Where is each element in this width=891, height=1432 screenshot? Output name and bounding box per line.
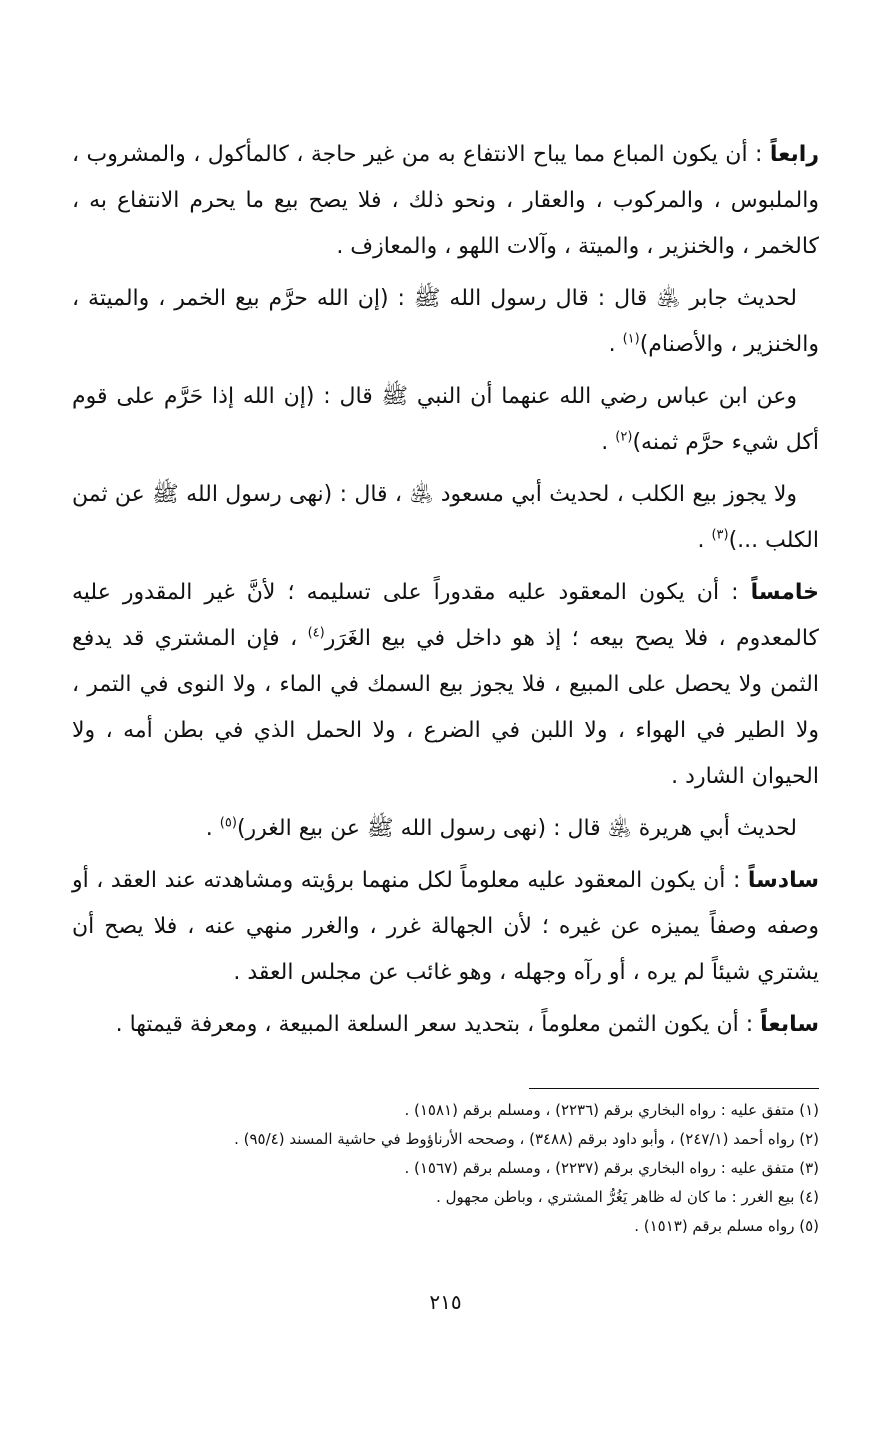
- paragraph-text: : أن يكون المعقود عليه مقدوراً على تسليمه ؛ لأنَّ غير المقدور عليه كالمعدوم ، فلا يصح بيعه ؛ إذ هو داخل في بيع الغَرَر: [72, 580, 819, 651]
- paragraph-text: : أن يكون الثمن معلوماً ، بتحديد سعر السلعة المبيعة ، ومعرفة قيمتها .: [115, 1012, 761, 1037]
- paragraph-khamisan: [72, 570, 819, 800]
- footnote-divider: [529, 1088, 819, 1089]
- paragraph-abu-hurayra: [72, 806, 819, 852]
- paragraph-sadisan: [72, 858, 819, 996]
- paragraph-ibn-abbas: [72, 374, 819, 466]
- paragraph-tail: .: [608, 332, 623, 357]
- paragraph-tail: .: [697, 528, 712, 553]
- paragraph-tail: .: [205, 816, 220, 841]
- page-number: ٢١٥: [429, 1290, 462, 1314]
- paragraph-lead: سادساً: [747, 868, 819, 893]
- paragraph-text: ولا يجوز بيع الكلب ، لحديث أبي مسعود ﵁ ، قال : (نهى رسول الله ﷺ عن ثمن الكلب ...): [72, 482, 819, 553]
- footnote-1: (١) متفق عليه : رواه البخاري برقم (٢٢٣٦) ، ومسلم برقم (١٥٨١) .: [404, 1101, 819, 1119]
- paragraph-text: لحديث جابر ﵁ قال : قال رسول الله ﷺ : (إن الله حرَّم بيع الخمر ، والميتة ، والخنزير ، والأصنام): [72, 286, 819, 357]
- paragraph-text: وعن ابن عباس رضي الله عنهما أن النبي ﷺ قال : (إن الله إذا حَرَّم على قوم أكل شيء حرَّم ثمنه): [72, 384, 819, 455]
- paragraph-lead: سابعاً: [760, 1012, 819, 1037]
- paragraph-lead: خامساً: [750, 580, 819, 605]
- footnote-ref: (٢): [615, 429, 633, 445]
- footnote-ref: (٥): [219, 815, 237, 831]
- footnote-3: (٣) متفق عليه : رواه البخاري برقم (٢٢٣٧) ، ومسلم برقم (١٥٦٧) .: [404, 1159, 819, 1177]
- paragraph-rabian: [72, 132, 819, 270]
- paragraph-text: لحديث أبي هريرة ﵁ قال : (نهى رسول الله ﷺ عن بيع الغرر): [236, 816, 797, 841]
- footnote-ref: (١): [622, 331, 640, 347]
- footnote-4: (٤) بيع الغرر : ما كان له ظاهر يَغُرُّ المشتري ، وباطن مجهول .: [436, 1188, 819, 1206]
- footnotes: [72, 1096, 819, 1241]
- paragraph-text: : أن يكون المباع مما يباح الانتفاع به من غير حاجة ، كالمأكول ، والمشروب ، والملبوس ، والمركوب ، والعقار ، ونحو ذلك ، فلا يصح بيع ما يحرم الانتفاع به ، كالخمر ، والخنزير ، والميتة ، وآلات اللهو ، والمعازف .: [72, 142, 819, 259]
- footnote-5: (٥) رواه مسلم برقم (١٥١٣) .: [634, 1217, 819, 1235]
- paragraph-hadith-jabir: [72, 276, 819, 368]
- paragraph-sabian: [72, 1002, 819, 1048]
- footnote-2: (٢) رواه أحمد (٢٤٧/١) ، وأبو داود برقم (٣٤٨٨) ، وصححه الأرناؤوط في حاشية المسند (٩٥/٤) .: [234, 1130, 819, 1148]
- paragraph-lead: رابعاً: [769, 142, 819, 167]
- footnote-ref: (٣): [711, 527, 729, 543]
- paragraph-text: : أن يكون المعقود عليه معلوماً لكل منهما برؤيته ومشاهدته عند العقد ، أو وصفه وصفاً يميزه عن غيره ؛ لأن الجهالة غرر ، والغرر منهي عنه ، فلا يصح أن يشتري شيئاً لم يره ، أو رآه وجهله ، وهو غائب عن مجلس العقد .: [72, 868, 819, 985]
- paragraph-tail: ، فإن المشتري قد يدفع الثمن ولا يحصل على المبيع ، فلا يجوز بيع السمك في الماء ، ولا النوى في التمر ، ولا الطير في الهواء ، ولا اللبن في الضرع ، ولا الحمل الذي في بطن أمه ، ولا الحيوان الشارد .: [72, 626, 819, 789]
- paragraph-dog-sale: [72, 472, 819, 564]
- footnote-ref: (٤): [307, 625, 325, 641]
- main-text: [72, 132, 819, 1054]
- paragraph-tail: .: [601, 430, 616, 455]
